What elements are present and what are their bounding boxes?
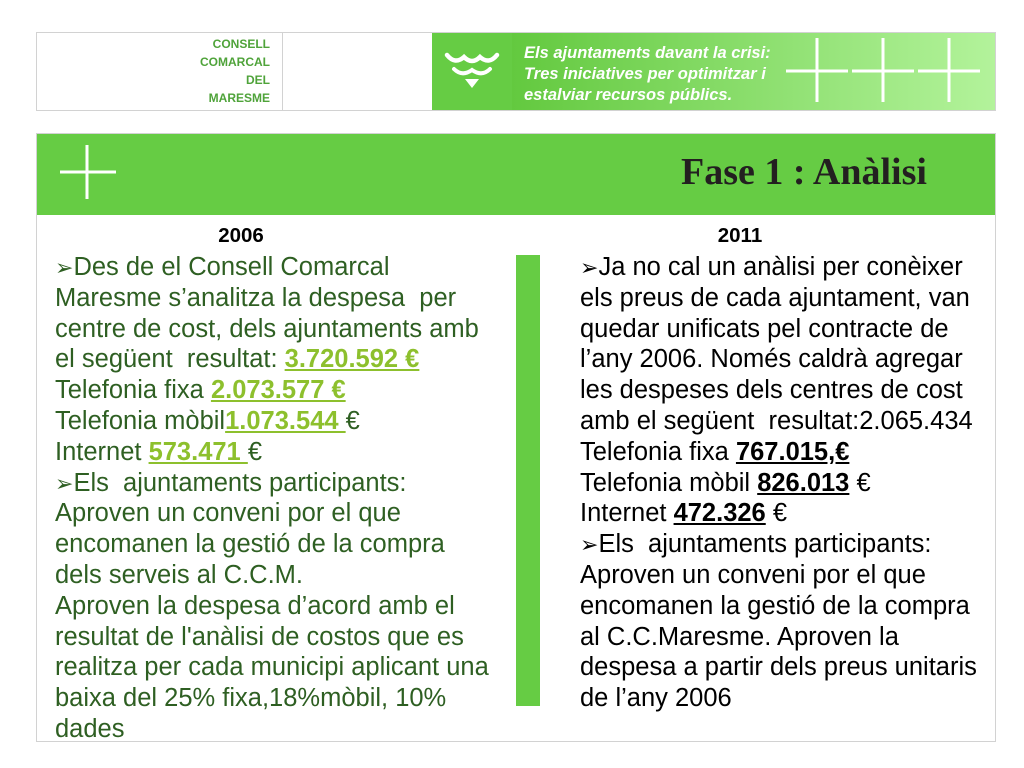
tagline-line: Tres iniciatives per optimitzar i bbox=[524, 65, 766, 83]
text-line bbox=[580, 560, 977, 591]
line-text: Des de el Consell Comarcal bbox=[73, 253, 390, 281]
logo-triangle bbox=[465, 79, 479, 88]
logo-wave-bottom bbox=[454, 69, 490, 73]
year-heading-2011: 2011 bbox=[717, 224, 763, 247]
org-name bbox=[37, 35, 270, 107]
tagline-panel bbox=[512, 33, 995, 110]
line-text: baixa del 25% fixa,18%mòbil, 10% bbox=[55, 684, 447, 713]
text-line bbox=[55, 683, 489, 714]
arrow-bullet-icon: ➢ bbox=[580, 533, 599, 559]
text-line bbox=[55, 252, 489, 283]
line-text: centre de cost, dels ajuntaments amb bbox=[55, 314, 479, 343]
text-line bbox=[55, 529, 489, 560]
amount-value: 1.073.544 bbox=[225, 406, 346, 435]
line-text: resultat de l'anàlisi de costos que es bbox=[55, 622, 464, 651]
plus-cross-icon bbox=[852, 38, 914, 102]
year-heading-2006: 2006 bbox=[218, 224, 264, 247]
column-2006 bbox=[55, 252, 489, 745]
text-line bbox=[55, 560, 489, 591]
text-line bbox=[580, 683, 977, 714]
text-line bbox=[55, 591, 489, 622]
slide-title: Fase 1 : Anàlisi bbox=[681, 151, 927, 193]
text-line bbox=[55, 498, 489, 529]
title-band bbox=[37, 134, 995, 215]
text-line bbox=[580, 314, 977, 345]
plus-cross-icon bbox=[918, 38, 980, 102]
arrow-bullet-icon: ➢ bbox=[55, 471, 74, 497]
line-text: el següent resultat: bbox=[55, 345, 285, 374]
content-panel bbox=[36, 133, 996, 742]
line-text: de l’any 2006 bbox=[580, 684, 732, 713]
line-text: l’any 2006. Només caldrà agregar bbox=[580, 345, 963, 374]
amount-value: 767.015,€ bbox=[735, 437, 850, 466]
logo-wave-top bbox=[447, 55, 497, 61]
line-text: els preus de cada ajuntament, van bbox=[580, 283, 970, 312]
text-line bbox=[580, 283, 977, 314]
text-line bbox=[55, 437, 489, 468]
text-line bbox=[580, 344, 977, 375]
line-text: encomanen la gestió de la compra bbox=[55, 530, 445, 559]
line-text: dades bbox=[55, 714, 125, 743]
amount-value: 573.471 bbox=[148, 437, 248, 466]
currency-symbol: € bbox=[765, 499, 788, 528]
text-line bbox=[55, 344, 489, 375]
text-line bbox=[55, 314, 489, 345]
tagline-line: estalviar recursos públics. bbox=[524, 86, 733, 104]
line-text: Telefonia fixa bbox=[580, 437, 736, 466]
text-line bbox=[580, 529, 977, 560]
org-name-line: DEL bbox=[246, 73, 270, 87]
text-line bbox=[580, 375, 977, 406]
line-text: Els ajuntaments participants: bbox=[598, 530, 932, 559]
text-line bbox=[55, 375, 489, 406]
column-2011 bbox=[580, 252, 977, 714]
currency-symbol: € bbox=[247, 437, 263, 466]
currency-symbol: € bbox=[345, 406, 360, 435]
slide-header bbox=[36, 32, 996, 111]
text-line bbox=[580, 622, 977, 653]
plus-cross-icon bbox=[786, 38, 848, 102]
text-line bbox=[55, 652, 489, 683]
text-line bbox=[580, 437, 977, 468]
line-text: al C.C.Maresme. Aproven la bbox=[580, 622, 899, 651]
text-line bbox=[580, 652, 977, 683]
line-text: quedar unificats pel contracte de bbox=[580, 314, 949, 343]
line-text: amb el següent resultat:2.065.434 bbox=[580, 406, 973, 435]
header-divider bbox=[282, 33, 283, 110]
line-text: Aproven un conveni por el que bbox=[580, 560, 926, 589]
text-line bbox=[55, 622, 489, 653]
line-text: Aproven la despesa d’acord amb el bbox=[55, 591, 455, 620]
text-line bbox=[580, 498, 977, 529]
amount-value: 826.013 bbox=[757, 468, 850, 497]
org-name-line: MARESME bbox=[208, 91, 270, 105]
text-line bbox=[55, 714, 489, 745]
text-line bbox=[55, 283, 489, 314]
org-name-line: CONSELL bbox=[212, 37, 270, 51]
currency-symbol: € bbox=[849, 468, 871, 497]
column-divider-bar bbox=[516, 255, 540, 706]
tagline-line: Els ajuntaments davant la crisi: bbox=[524, 44, 771, 62]
line-text: Els ajuntaments participants: bbox=[73, 468, 407, 497]
line-text: Internet bbox=[580, 499, 674, 528]
line-text: Telefonia fixa bbox=[55, 376, 211, 405]
line-text: Telefonia mòbil bbox=[55, 406, 226, 435]
line-text: Aproven un conveni por el que bbox=[55, 499, 401, 528]
consell-comarcal-logo-icon bbox=[432, 33, 512, 110]
text-line bbox=[580, 252, 977, 283]
line-text: Maresme s’analitza la despesa per bbox=[55, 283, 457, 312]
line-text: encomanen la gestió de la compra bbox=[580, 591, 970, 620]
amount-value: 3.720.592 € bbox=[284, 345, 420, 374]
line-text: les despeses dels centres de cost bbox=[580, 376, 963, 405]
text-line bbox=[55, 468, 489, 499]
amount-value: 472.326 bbox=[673, 499, 766, 528]
arrow-bullet-icon: ➢ bbox=[580, 256, 599, 281]
amount-value: 2.073.577 € bbox=[210, 376, 346, 405]
org-name-line: COMARCAL bbox=[200, 55, 270, 69]
text-line bbox=[580, 468, 977, 499]
plus-cross-icon bbox=[60, 145, 116, 199]
text-line bbox=[580, 591, 977, 622]
line-text: despesa a partir dels preus unitaris bbox=[580, 653, 977, 682]
line-text: realitza per cada municipi aplicant una bbox=[55, 653, 489, 682]
line-text: Ja no cal un anàlisi per conèixer bbox=[598, 253, 963, 281]
text-line bbox=[580, 406, 977, 437]
arrow-bullet-icon: ➢ bbox=[55, 256, 74, 281]
line-text: Telefonia mòbil bbox=[580, 468, 758, 497]
line-text: Internet bbox=[55, 437, 149, 466]
text-line bbox=[55, 406, 489, 437]
logo-panel bbox=[432, 33, 512, 110]
line-text: dels serveis al C.C.M. bbox=[55, 560, 303, 589]
tagline bbox=[524, 43, 771, 106]
